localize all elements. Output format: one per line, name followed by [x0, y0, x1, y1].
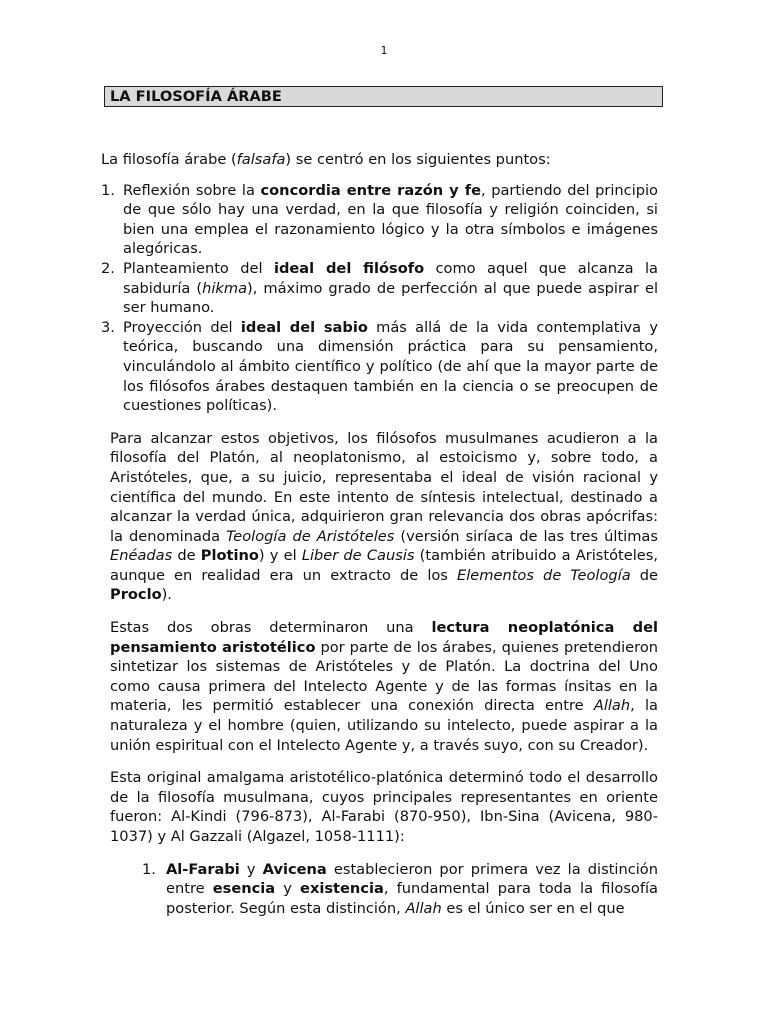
list-text: Proyección del	[123, 318, 241, 336]
work-title: Enéadas	[110, 547, 173, 565]
paragraph-text: por parte de los árabes, quienes pretendieron sintetizar los sistemas de Aristóteles y de Platón. La doctrina del Uno como causa primera del Intelecto Agente y de las formas ínsitas en la materia, les permitió establecer una conexión directa entre	[110, 638, 658, 715]
work-title: Elementos de Teología	[457, 566, 631, 584]
list-keyword: concordia entre razón y fe	[260, 181, 481, 199]
intro-paragraph	[101, 150, 658, 170]
list-keyword: existencia	[300, 880, 384, 898]
list-number: 1.	[142, 860, 156, 878]
list-text: ), máximo grado de perfección al que puede aspirar el ser humano.	[123, 279, 658, 317]
work-title: Teología de Aristóteles	[226, 527, 395, 545]
main-points-list	[101, 181, 658, 416]
term: Allah	[593, 697, 631, 715]
list-keyword: esencia	[212, 880, 276, 898]
paragraph-text: de	[172, 547, 201, 565]
paragraph-text: (también atribuido a Aristóteles, aunque en realidad era un extracto de los	[110, 547, 658, 584]
list-item	[101, 259, 658, 318]
term: Allah	[405, 899, 442, 917]
author-name: Proclo	[110, 586, 162, 604]
list-item	[101, 181, 658, 259]
list-keyword: ideal del sabio	[240, 318, 368, 336]
paragraph-text: ) y el	[258, 547, 302, 565]
list-text: Reflexión sobre la	[123, 181, 261, 199]
philosopher-name: Avicena	[262, 860, 327, 878]
list-keyword: ideal del filósofo	[273, 259, 425, 277]
intro-term: falsafa	[236, 151, 286, 168]
section-title: LA FILOSOFÍA ÁRABE	[104, 86, 663, 107]
list-number: 3.	[101, 318, 115, 336]
document-body	[101, 150, 658, 931]
list-item	[101, 318, 658, 416]
list-text: , partiendo del principio de que sólo hay una verdad, en la que filosofía y religión coinciden, si bien una emplea el razonamiento lógico y la otra símbolos e imágenes alegóricas.	[123, 181, 658, 258]
page-number: 1	[380, 44, 388, 57]
philosophers-list	[142, 860, 658, 919]
intro-text: La filosofía árabe (	[101, 151, 237, 168]
paragraph-text: Para alcanzar estos objetivos, los filósofos musulmanes acudieron a la filosofía del Platón, al neoplatonismo, al estoicismo y, sobre todo, a Aristóteles, que, a su juicio, representaba el ideal de visión racional y científica del mundo. En este intento de síntesis intelectual, destinado a alcanzar la verdad única, adquirieron gran relevancia dos obras apócrifas: la denominada	[110, 429, 658, 545]
list-text: más allá de la vida contemplativa y teórica, buscando una dimensión práctica para su pensamiento, vinculándolo al ámbito científico y político (de ahí que la mayor parte de los filósofos árabes destaquen también en la ciencia o se preocupen de cuestiones políticas).	[123, 318, 659, 415]
list-text: y	[239, 860, 263, 878]
list-item	[142, 860, 658, 919]
paragraph-text: Esta original amalgama aristotélico-platónica determinó todo el desarrollo de la filosofía musulmana, cuyos principales representantes en oriente fueron: Al-Kindi (796-873), Al-Farabi (870-950), Ibn-Sina (Avicena, 980-1037) y Al Gazzali (Algazel, 1058-1111):	[110, 769, 658, 845]
list-text: como aquel que alcanza la sabiduría (	[123, 259, 658, 297]
paragraph-reading	[110, 618, 658, 755]
work-title: Liber de Causis	[301, 547, 415, 565]
list-number: 1.	[101, 181, 115, 199]
paragraph-representatives	[110, 768, 658, 846]
paragraph-text: Estas dos obras determinaron una	[110, 619, 432, 637]
paragraph-text: , la naturaleza y el hombre (quien, utilizando su intelecto, puede aspirar a la unión espiritual con el Intelecto Agente y, a través suyo, con su Creador).	[110, 697, 658, 754]
paragraph-text: (versión siríaca de las tres últimas	[394, 527, 658, 545]
intro-text-end: ) se centró en los siguientes puntos:	[285, 151, 551, 168]
paragraph-text: de	[630, 566, 658, 584]
author-name: Plotino	[200, 547, 259, 565]
list-term: hikma	[202, 279, 248, 297]
list-text: Planteamiento del	[123, 259, 274, 277]
list-text: y	[275, 880, 301, 898]
philosopher-name: Al-Farabi	[166, 860, 240, 878]
paragraph-sources	[110, 429, 658, 605]
list-text: es el único ser en el que	[441, 899, 625, 917]
list-text: , fundamental para toda la filosofía posterior. Según esta distinción,	[166, 880, 658, 917]
list-number: 2.	[101, 259, 115, 277]
body-section	[101, 429, 658, 919]
key-concept: lectura neoplatónica del pensamiento aristotélico	[110, 619, 658, 656]
list-text: establecieron por primera vez la distinción entre	[166, 860, 658, 898]
paragraph-text: ).	[161, 586, 172, 604]
